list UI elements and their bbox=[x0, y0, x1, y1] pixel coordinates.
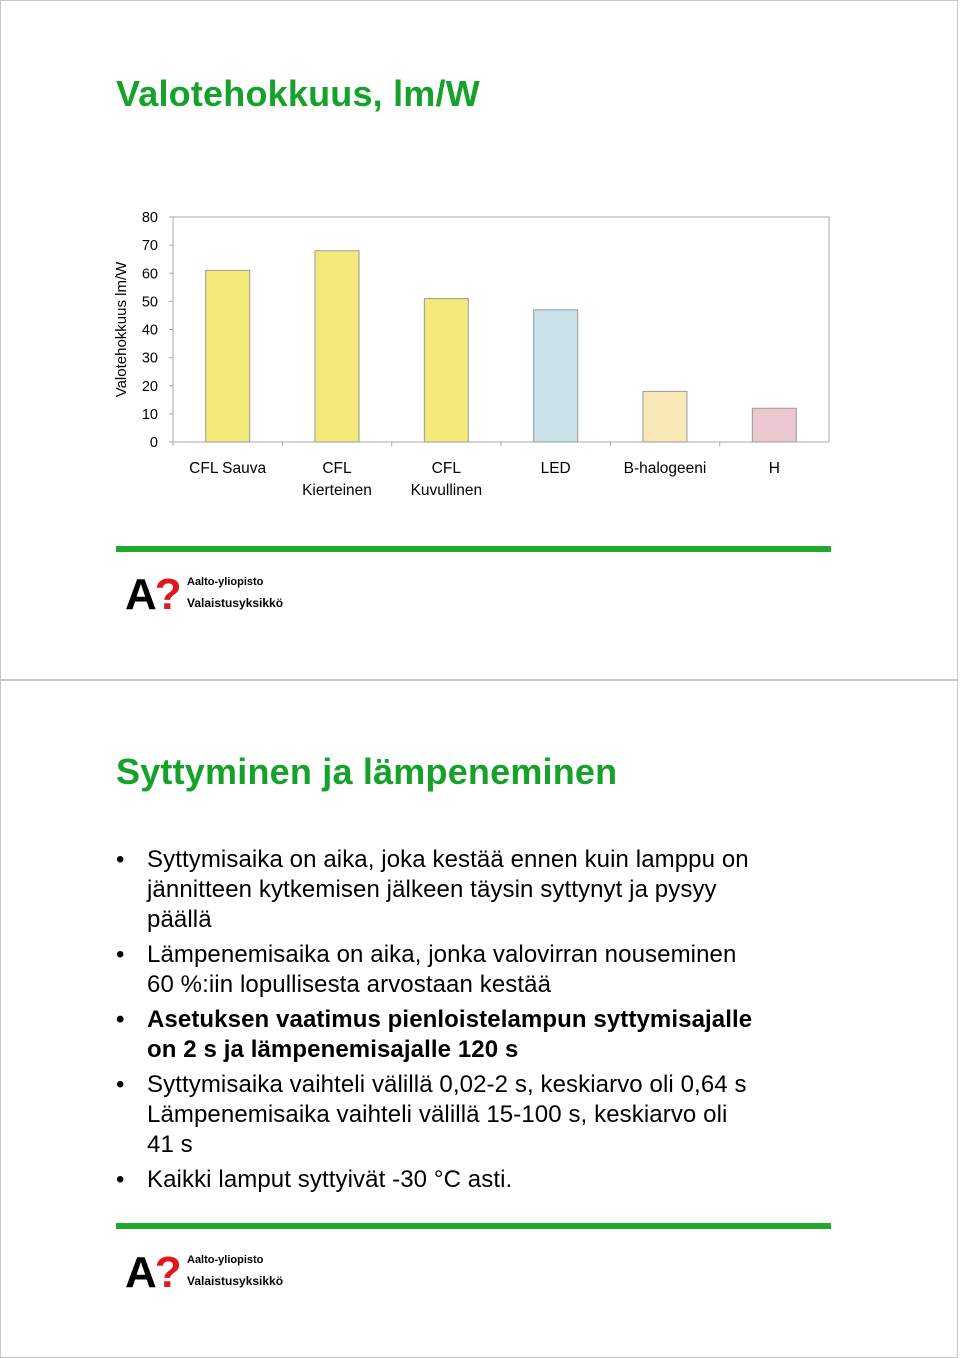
bullet-line: päällä bbox=[147, 906, 212, 933]
bullet-dot-icon: • bbox=[116, 1166, 125, 1193]
bullet-item bbox=[116, 845, 836, 935]
x-tick-label: CFL bbox=[431, 460, 461, 477]
logo-mark: A? bbox=[125, 570, 180, 619]
y-tick-label: 40 bbox=[141, 322, 158, 339]
university-name: Aalto-yliopisto bbox=[187, 576, 264, 588]
bullet-item bbox=[116, 1165, 836, 1195]
y-tick-label: 30 bbox=[141, 350, 158, 367]
bullet-line: on 2 s ja lämpenemisajalle 120 s bbox=[147, 1036, 519, 1063]
bullet-line: Lämpenemisaika vaihteli välillä 15-100 s, keskiarvo oli bbox=[147, 1101, 728, 1128]
y-tick-label: 20 bbox=[141, 378, 158, 395]
bullet-dot-icon: • bbox=[116, 1006, 125, 1033]
bar bbox=[315, 251, 359, 442]
bullet-dot-icon: • bbox=[116, 941, 125, 968]
bullet-line: Kaikki lamput syttyivät -30 °C asti. bbox=[147, 1166, 513, 1193]
y-tick-label: 0 bbox=[149, 435, 158, 451]
unit-name: Valaistusyksikkö bbox=[187, 596, 284, 610]
bullet-dot-icon: • bbox=[116, 1071, 125, 1098]
x-tick-label: CFL bbox=[322, 460, 352, 477]
x-tick-label: B-halogeeni bbox=[623, 460, 707, 477]
unit-name: Valaistusyksikkö bbox=[187, 1274, 284, 1288]
bullet-list bbox=[116, 845, 836, 1200]
bullet-line: Syttymisaika on aika, joka kestää ennen kuin lamppu on bbox=[147, 846, 749, 873]
footer-rule bbox=[116, 546, 831, 552]
slide-1 bbox=[0, 0, 958, 680]
x-tick-label: H bbox=[768, 460, 780, 477]
y-tick-label: 50 bbox=[141, 294, 158, 311]
y-tick-label: 80 bbox=[141, 210, 158, 226]
bar-chart bbox=[101, 201, 841, 506]
footer-rule bbox=[116, 1223, 831, 1229]
bar bbox=[534, 310, 578, 442]
y-tick-label: 60 bbox=[141, 266, 158, 283]
bar bbox=[643, 391, 687, 442]
bar bbox=[752, 408, 796, 442]
x-tick-label: Kuvullinen bbox=[410, 482, 483, 499]
bullet-line: Asetuksen vaatimus pienloistelampun syttymisajalle bbox=[147, 1006, 753, 1033]
bar bbox=[424, 299, 468, 442]
bullet-dot-icon: • bbox=[116, 846, 125, 873]
bullet-item bbox=[116, 1070, 836, 1160]
logo-mark: A? bbox=[125, 1248, 180, 1297]
x-tick-label: LED bbox=[540, 460, 571, 477]
slide-title: Syttyminen ja lämpeneminen bbox=[116, 751, 618, 792]
x-tick-label: CFL Sauva bbox=[189, 460, 267, 477]
university-name: Aalto-yliopisto bbox=[187, 1254, 264, 1266]
bullet-item bbox=[116, 1005, 836, 1065]
plot-area bbox=[173, 217, 829, 442]
bar bbox=[206, 270, 250, 442]
bullet-line: 41 s bbox=[147, 1131, 193, 1158]
slide-title: Valotehokkuus, lm/W bbox=[116, 73, 480, 114]
y-axis-label: Valotehokkuus lm/W bbox=[113, 261, 130, 398]
bullet-line: Syttymisaika vaihteli välillä 0,02-2 s, keskiarvo oli 0,64 s bbox=[147, 1071, 747, 1098]
x-tick-label: Kierteinen bbox=[302, 482, 372, 499]
bullet-line: Lämpenemisaika on aika, jonka valovirran nouseminen bbox=[147, 941, 737, 968]
bullet-line: 60 %:iin lopullisesta arvostaan kestää bbox=[147, 971, 552, 998]
y-tick-label: 10 bbox=[141, 406, 158, 423]
bullet-line: jännitteen kytkemisen jälkeen täysin syttynyt ja pysyy bbox=[147, 876, 717, 903]
slide-2 bbox=[0, 680, 958, 1358]
y-tick-label: 70 bbox=[141, 238, 158, 255]
bullet-item bbox=[116, 940, 836, 1000]
